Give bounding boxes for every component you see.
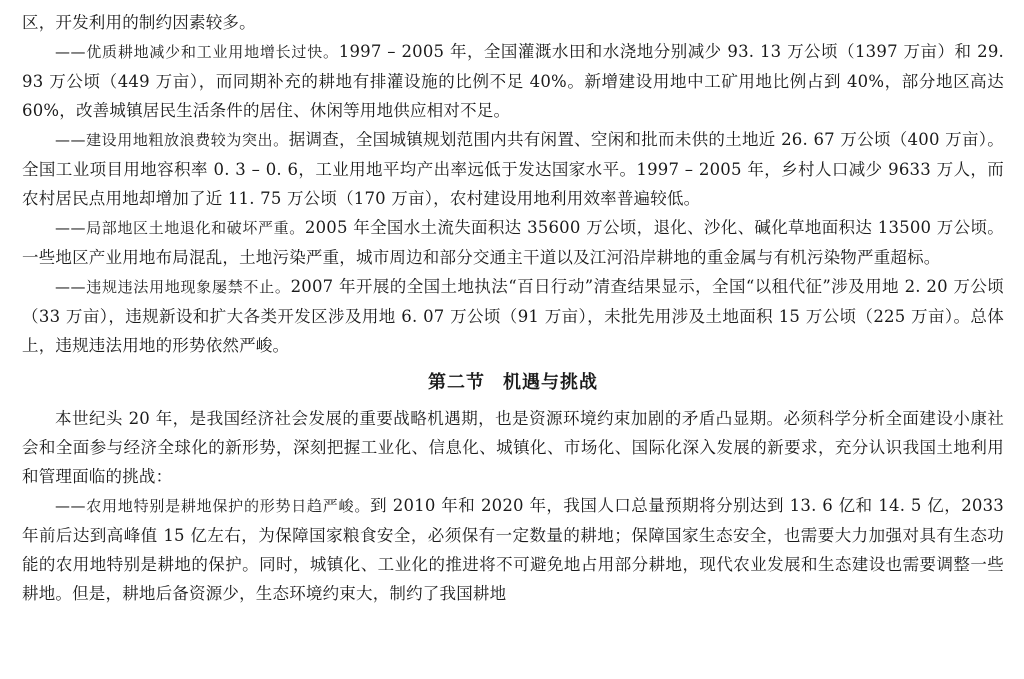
paragraph-lead: ——局部地区土地退化和破坏严重。 [55,219,305,237]
section-heading [22,368,1004,398]
section-title: 机遇与挑战 [503,372,598,393]
paragraph-illegal-land-use [22,272,1004,360]
paragraph-construction-waste [22,125,1004,213]
paragraph-farmland-decrease [22,37,1004,125]
paragraph-opportunity-intro [22,404,1004,491]
paragraph-lead: ——优质耕地减少和工业用地增长过快。 [55,43,339,61]
paragraph-lead: ——违规违法用地现象屡禁不止。 [55,278,291,296]
paragraph-text: 1997 – 2005 年，全国灌溉水田和水浇地分别减少 93. 13 万公顷（1397 万亩）和 29. 93 万公顷（449 万亩），而同期补充的耕地有排灌设施的比例不足 40%。新增建设用地中工矿用地比例占到 40%，部分地区高达 60%，改善城镇居民生活条件的居住、休闲等用地供应相对不足。 [22,42,1004,120]
document-page [22,8,1004,608]
paragraph-text: 本世纪头 20 年，是我国经济社会发展的重要战略机遇期，也是资源环境约束加剧的矛盾凸显期。必须科学分析全面建设小康社会和全面参与经济全球化的新形势，深刻把握工业化、信息化、城镇化、市场化、国际化深入发展的新要求，充分认识我国土地利用和管理面临的挑战： [22,409,1004,486]
paragraph-text: 据调查，全国城镇规划范围内共有闲置、空闲和批而未供的土地近 26. 67 万公顷（400 万亩）。全国工业项目用地容积率 0. 3 – 0. 6，工业用地平均产出率远低于发达国家水平。1997 – 2005 年，乡村人口减少 9633 万人，而农村居民点用地却增加了近 11. 75 万公顷（170 万亩），农村建设用地利用效率普遍较低。 [22,130,1004,208]
paragraph-farmland-protection [22,491,1004,608]
paragraph-text: 2005 年全国水土流失面积达 35600 万公顷，退化、沙化、碱化草地面积达 13500 万公顷。一些地区产业用地布局混乱，土地污染严重，城市周边和部分交通主干道以及江河沿岸耕地的重金属与有机污染物严重超标。 [22,218,1004,267]
paragraph-lead: ——农用地特别是耕地保护的形势日趋严峻。 [55,497,371,515]
section-number: 第二节 [428,372,485,393]
paragraph-land-degradation [22,213,1004,272]
paragraph-text: 区，开发利用的制约因素较多。 [22,13,256,32]
paragraph-lead: ——建设用地粗放浪费较为突出。 [55,131,289,149]
paragraph-continuation [22,8,1004,37]
paragraph-text: 到 2010 年和 2020 年，我国人口总量预期将分别达到 13. 6 亿和 14. 5 亿，2033 年前后达到高峰值 15 亿左右，为保障国家粮食安全，必须保有一定数量的耕地；保障国家生态安全，也需要大力加强对具有生态功能的农用地特别是耕地的保护。同时，城镇化、工业化的推进将不可避免地占用部分耕地，现代农业发展和生态建设也需要调整一些耕地。但是，耕地后备资源少，生态环境约束大，制约了我国耕地 [22,496,1004,603]
paragraph-text: 2007 年开展的全国土地执法“百日行动”清查结果显示，全国“以租代征”涉及用地 2. 20 万公顷（33 万亩），违规新设和扩大各类开发区涉及用地 6. 07 万公顷（91 万亩），未批先用涉及土地面积 15 万公顷（225 万亩）。总体上，违规违法用地的形势依然严峻。 [22,277,1004,355]
